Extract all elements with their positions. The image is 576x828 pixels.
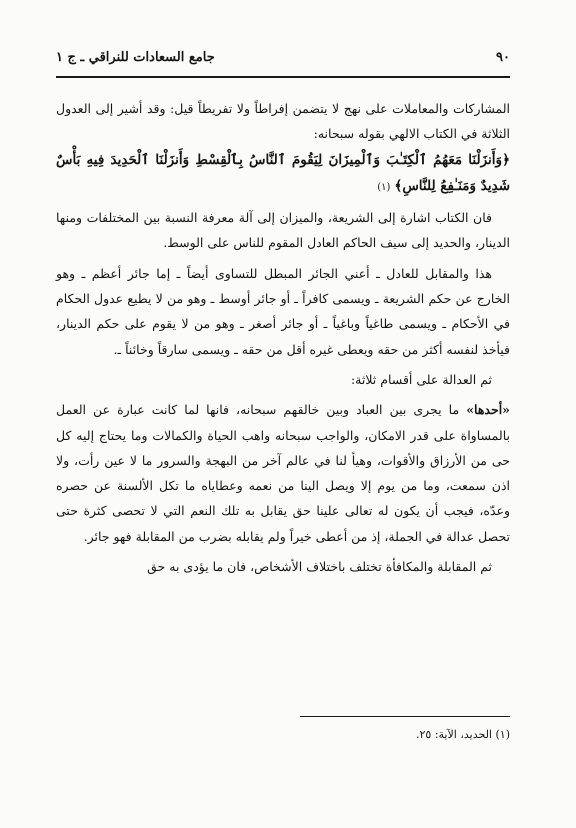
paragraph-6: ثم المقابلة والمكافأة تختلف باختلاف الأشخاص، فان ما يؤدى به حق — [147, 559, 492, 575]
header-rule — [56, 76, 510, 78]
paragraph-4: ثم العدالة على أقسام ثلاثة: — [350, 371, 492, 387]
footnote-marker: (١) — [377, 181, 391, 193]
paragraph-2: فان الكتاب اشارة إلى الشريعة، والميزان إلى آلة معرفة النسبة بين المختلفات ومنها الدينار، والحديد إلى سيف الحاكم العادل المقوم للناس على الوسط. — [56, 210, 510, 251]
paragraph-5 — [56, 397, 510, 549]
verse-text: ﴿وَأَنزَلْنَا مَعَهُمُ ٱلْكِتَـٰبَ وَٱلْمِيزَانَ لِيَقُومَ ٱلنَّاسُ بِٱلْقِسْطِ وَأَنزَلْنَا ٱلْحَدِيدَ فِيهِ بَأْسٌ شَدِيدٌ وَمَنَـٰفِعُ لِلنَّاسِ﴾ — [56, 151, 510, 194]
paragraph-3: هذا والمقابل للعادل ـ أعني الجائر المبطل للتساوى أيضاً ـ إما جائر أعظم ـ وهو الخارج عن حكم الشريعة ـ ويسمى كافراً ـ أو جائر أوسط ـ وهو من لا يطيع عدول الحكام في الأحكام ـ ويسمى طاغياً وباغياً ـ أو جائر أصغر ـ وهو من لا يقوم على حكم الدينار، فيأخذ لنفسه أكثر من حقه ويعطى غيره أقل من حقه ـ ويسمى سارقاً وخائناً ـ. — [56, 265, 510, 357]
page-number: ٩٠ — [496, 50, 510, 65]
paragraph-1: المشاركات والمعاملات على نهج لا يتضمن إفراطاً ولا تفريطاً قيل: وقد أشير إلى العدول الثلاثة في الكتاب الالهي بقوله سبحانه: — [56, 101, 510, 142]
body-text — [56, 96, 510, 579]
section-lead: «أحدها» — [466, 402, 510, 418]
paragraph-5-text: ما يجرى بين العباد وبين خالقهم سبحانه، فانها لما كانت عبارة عن العمل بالمساواة على قدر الامكان، والواجب سبحانه واهب الحياة والكمالات وما يحتاج إليه كل حى من الأرزاق والأقوات، وهيأ لنا في عالم آخر من البهجة والسرور ما لا عين رأت، ولا اذن سمعت، وما من يوم إلا ويصل الينا من نعمه وعطاياه ما تكل الألسنة عن حصره وعدّه، فيجب أن يكون له تعالى علينا حق يقابل به تلك النعم التي لا تحصى كثرة حتى تحصل عدالة في الجملة، إذ من أعطى خيراً ولم يقابله بضرب من المقابلة فهو جائر. — [56, 402, 510, 544]
footnote: (١) الحديد، الآية: ٢٥. — [416, 728, 510, 741]
footnote-rule — [300, 716, 510, 717]
page-header — [56, 50, 510, 72]
quran-verse — [56, 147, 510, 201]
running-title: جامع السعادات للنراقي ـ ج ١ — [56, 50, 215, 65]
